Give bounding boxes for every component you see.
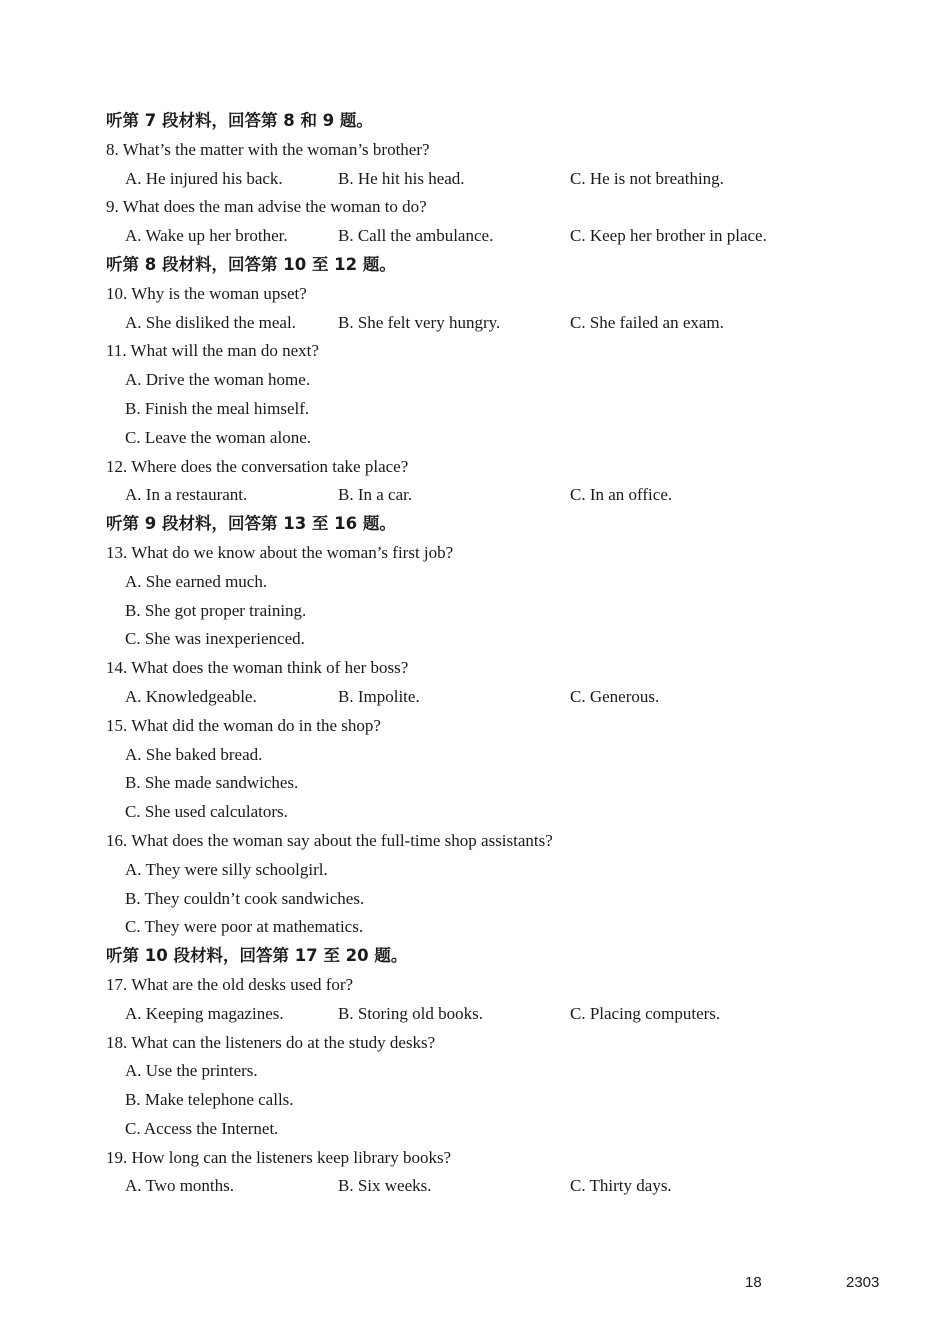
- option-b: B. In a car.: [338, 485, 413, 505]
- exam-page: [106, 107, 906, 1201]
- option-c: C. Placing computers.: [570, 1003, 721, 1023]
- question-15: 15. What did the woman do in the shop?: [106, 715, 381, 735]
- options-row: [106, 1172, 906, 1201]
- question-11: 11. What will the man do next?: [106, 341, 319, 361]
- option-c: C. He is not breathing.: [570, 168, 724, 188]
- option-a: A. They were silly schoolgirl.: [125, 859, 328, 879]
- option-a: A. Knowledgeable.: [125, 686, 257, 706]
- page-number: 18: [745, 1274, 762, 1291]
- question-17: 17. What are the old desks used for?: [106, 974, 354, 994]
- option-c: C. Keep her brother in place.: [570, 226, 767, 246]
- option-a: A. Wake up her brother.: [125, 226, 288, 246]
- option-b: B. Make telephone calls.: [125, 1090, 294, 1110]
- option-b: B. They couldn’t cook sandwiches.: [125, 888, 365, 908]
- option-c: C. In an office.: [570, 485, 673, 505]
- option-b: B. He hit his head.: [338, 168, 465, 188]
- question-16: 16. What does the woman say about the full-time shop assistants?: [106, 830, 553, 850]
- options-row: [106, 683, 906, 712]
- option-b: B. She felt very hungry.: [338, 312, 501, 332]
- option-a: A. Use the printers.: [125, 1061, 258, 1081]
- option-a: A. He injured his back.: [125, 168, 283, 188]
- section-heading: 听第 8 段材料，回答第 10 至 12 题。: [106, 254, 396, 274]
- option-a: A. She earned much.: [125, 571, 268, 591]
- option-c: C. She used calculators.: [125, 802, 288, 822]
- option-a: A. She disliked the meal.: [125, 312, 296, 332]
- option-a: A. In a restaurant.: [125, 485, 248, 505]
- option-a: A. Keeping magazines.: [125, 1003, 284, 1023]
- options-row: [106, 165, 906, 194]
- option-c: C. Access the Internet.: [125, 1118, 279, 1138]
- document-code: 2303: [846, 1274, 880, 1291]
- option-b: B. She got proper training.: [125, 600, 307, 620]
- options-row: [106, 309, 906, 338]
- option-b: B. Finish the meal himself.: [125, 398, 310, 418]
- option-b: B. Call the ambulance.: [338, 226, 494, 246]
- option-c: C. Thirty days.: [570, 1176, 672, 1196]
- options-row: [106, 222, 906, 251]
- option-a: A. She baked bread.: [125, 744, 263, 764]
- options-row: [106, 481, 906, 510]
- option-b: B. Storing old books.: [338, 1003, 483, 1023]
- option-c: C. Leave the woman alone.: [125, 427, 311, 447]
- question-8: 8. What’s the matter with the woman’s brother?: [106, 139, 430, 159]
- option-c: C. Generous.: [570, 686, 660, 706]
- question-18: 18. What can the listeners do at the study desks?: [106, 1032, 436, 1052]
- option-c: C. They were poor at mathematics.: [125, 917, 364, 937]
- option-c: C. She failed an exam.: [570, 312, 724, 332]
- option-a: A. Two months.: [125, 1176, 235, 1196]
- question-14: 14. What does the woman think of her boss?: [106, 658, 409, 678]
- option-b: B. Six weeks.: [338, 1176, 432, 1196]
- question-10: 10. Why is the woman upset?: [106, 283, 307, 303]
- option-b: B. Impolite.: [338, 686, 420, 706]
- question-13: 13. What do we know about the woman’s first job?: [106, 542, 454, 562]
- option-c: C. She was inexperienced.: [125, 629, 305, 649]
- option-b: B. She made sandwiches.: [125, 773, 299, 793]
- section-heading: 听第 10 段材料，回答第 17 至 20 题。: [106, 946, 408, 966]
- question-19: 19. How long can the listeners keep library books?: [106, 1147, 452, 1167]
- option-a: A. Drive the woman home.: [125, 370, 311, 390]
- question-12: 12. Where does the conversation take place?: [106, 456, 409, 476]
- section-heading: 听第 7 段材料，回答第 8 和 9 题。: [106, 111, 373, 130]
- question-9: 9. What does the man advise the woman to do?: [106, 197, 427, 217]
- options-row: [106, 1000, 906, 1029]
- section-heading: 听第 9 段材料，回答第 13 至 16 题。: [106, 514, 396, 534]
